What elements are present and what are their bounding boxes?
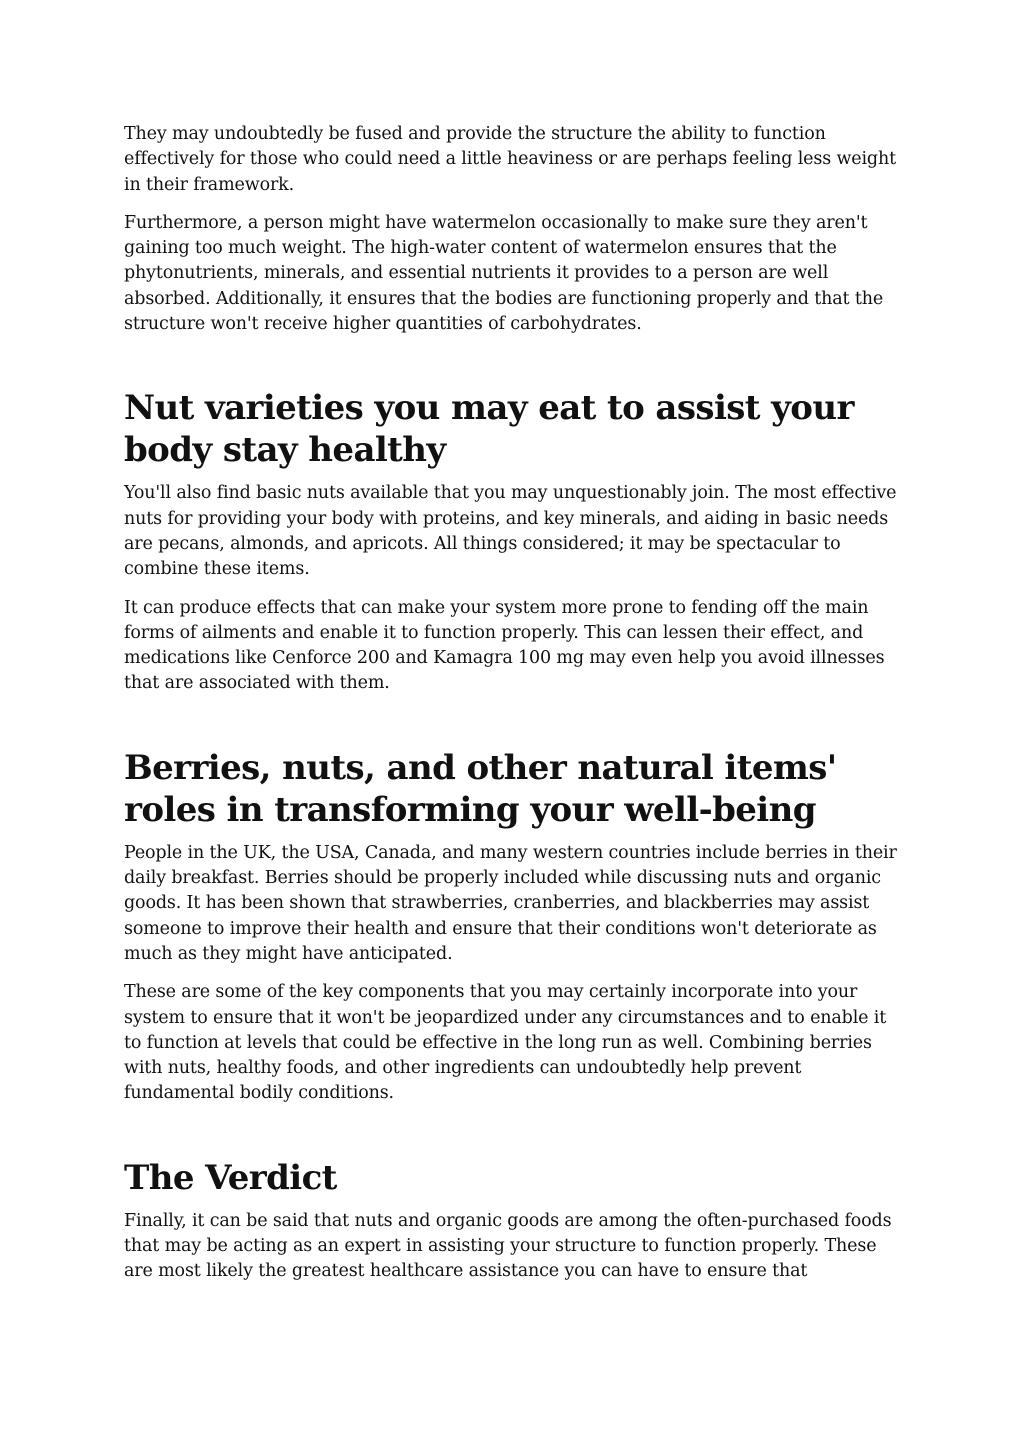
document-page xyxy=(124,122,904,1285)
paragraph: They may undoubtedly be fused and provide the structure the ability to function effectively for those who could need a little heaviness or are perhaps feeling less weight in their framework. xyxy=(124,124,896,195)
section-heading: Nut varieties you may eat to assist your body stay healthy xyxy=(124,388,854,471)
section-nut-varieties xyxy=(124,387,904,696)
paragraph: It can produce effects that can make your system more prone to fending off the main forms of ailments and enable it to function properly. This can lessen their effect, and medications like Cenforce 200 and Kamagra 100 mg may even help you avoid illnesses that are associated with them. xyxy=(124,597,885,694)
paragraph: Finally, it can be said that nuts and organic goods are among the often-purchased foods that may be acting as an expert in assisting your structure to function properly. These are most likely the greatest healthcare assistance you can have to ensure that xyxy=(124,1210,892,1282)
section-heading: The Verdict xyxy=(124,1157,337,1198)
paragraph: You'll also find basic nuts available that you may unquestionably join. The most effective nuts for providing your body with proteins, and key minerals, and aiding in basic needs are pecans, almonds, and apricots. All things considered; it may be spectacular to combine these items. xyxy=(124,483,897,580)
paragraph: People in the UK, the USA, Canada, and many western countries include berries in their daily breakfast. Berries should be properly included while discussing nuts and organic goods. It has been shown that strawberries, cranberries, and blackberries may assist someone to improve their health and ensure that their conditions won't deteriorate as much as they might have anticipated. xyxy=(124,842,897,964)
section-verdict xyxy=(124,1157,904,1285)
intro-block xyxy=(124,122,904,337)
paragraph: These are some of the key components that you may certainly incorporate into your system to ensure that it won't be jeopardized under any circumstances and to enable it to function at levels that could be effective in the long run as well. Combining berries with nuts, healthy foods, and other ingredients can undoubtedly help prevent fundamental bodily conditions. xyxy=(124,982,887,1104)
section-berries-nuts xyxy=(124,747,904,1107)
section-heading: Berries, nuts, and other natural items' roles in transforming your well-being xyxy=(124,747,837,830)
paragraph: Furthermore, a person might have watermelon occasionally to make sure they aren't gaining too much weight. The high-water content of watermelon ensures that the phytonutrients, minerals, and essential nutrients it provides to a person are well absorbed. Additionally, it ensures that the bodies are functioning properly and that the structure won't receive higher quantities of carbohydrates. xyxy=(124,212,884,335)
